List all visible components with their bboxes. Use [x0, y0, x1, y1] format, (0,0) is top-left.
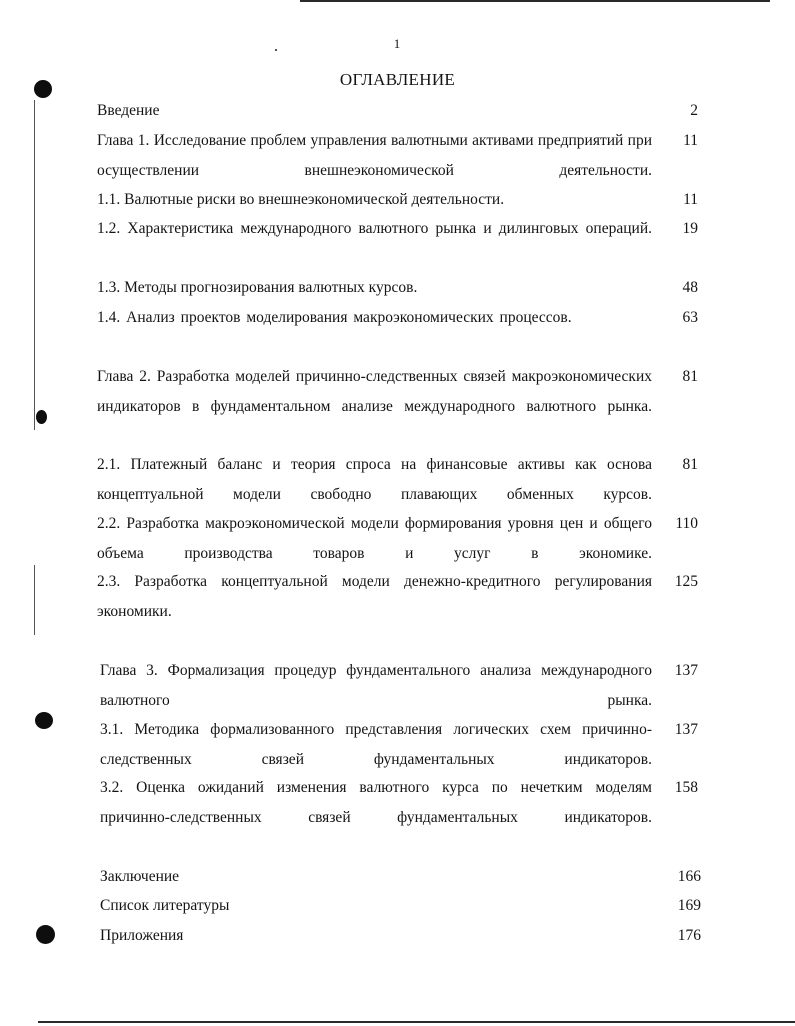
toc-entry-title: 1.4. Анализ проектов моделирования макроэкономических процессов. [97, 309, 572, 326]
toc-entry-page: 48 [682, 279, 698, 296]
toc-heading: ОГЛАВЛЕНИЕ [339, 70, 456, 89]
toc-entry-title: 1.1. Валютные риски во внешнеэкономической деятельности. [97, 191, 505, 208]
toc-entry-1-4 [97, 303, 698, 333]
toc-entry-title: 1.2. Характеристика международного валютного рынка и дилинговых операций. [97, 220, 652, 237]
toc-entry-page: 110 [675, 515, 698, 532]
toc-entry-title: Глава 2. Разработка моделей причинно-следственных связей макроэкономических индикаторов в фундаментальном анализе международного валютного рынка. [97, 368, 652, 415]
toc-entry-page: 81 [682, 456, 698, 473]
toc-entry-title: Введение [97, 102, 160, 119]
toc-entry-appendices [100, 921, 701, 951]
scan-top-border [300, 0, 770, 2]
toc-entry-page: 158 [674, 779, 698, 796]
scan-left-edge [34, 565, 35, 635]
toc-entry-page: 19 [682, 220, 698, 237]
binder-hole-mark [36, 925, 55, 944]
toc-entry-title: 2.2. Разработка макроэкономической модели формирования уровня цен и общего объема производства товаров и услуг в экономике. [97, 515, 652, 562]
toc-entry-title: 1.3. Методы прогнозирования валютных курсов. [97, 279, 418, 296]
toc-entry-2-1 [97, 450, 698, 509]
toc-entry-page: 11 [683, 132, 698, 149]
toc-entry-conclusion [100, 862, 701, 892]
toc-entry-chapter-1 [97, 126, 698, 185]
toc-entry-page: 169 [677, 897, 701, 914]
toc-entry-title: Приложения [100, 927, 184, 944]
toc-entry-page: 137 [674, 662, 698, 679]
toc-entry-page: 63 [682, 309, 698, 326]
toc-entry-page: 125 [674, 573, 698, 590]
toc-entry-page: 137 [674, 721, 698, 738]
binder-hole-mark [35, 712, 53, 729]
page-number: 1 [393, 36, 401, 51]
toc-entry-1-3 [97, 273, 698, 303]
toc-entry-2-2 [97, 509, 698, 568]
toc-entry-chapter-2 [97, 362, 698, 421]
toc-entry-title: 2.3. Разработка концептуальной модели денежно-кредитного регулирования экономики. [97, 573, 652, 620]
scan-bottom-border [38, 1021, 795, 1023]
toc-entry-3-2 [100, 773, 698, 832]
toc-entry-2-3 [97, 567, 698, 626]
toc-entry-1-2 [97, 214, 698, 244]
toc-entry-title: Глава 1. Исследование проблем управления валютными активами предприятий при осуществлении внешнеэкономической деятельности. [97, 132, 652, 179]
toc-entry-page: 166 [677, 868, 701, 885]
toc-entry-3-1 [100, 715, 698, 774]
binder-hole-mark [36, 410, 47, 424]
toc-entry-title: Заключение [100, 868, 180, 885]
toc-entry-page: 11 [683, 191, 698, 208]
toc-entry-title: Список литературы [100, 897, 230, 914]
toc-entry-page: 176 [677, 927, 701, 944]
toc-entry-references [100, 891, 701, 921]
toc-entry-title: 2.1. Платежный баланс и теория спроса на финансовые активы как основа концептуальной модели свободно плавающих обменных курсов. [97, 456, 652, 503]
toc-entry-1-1 [97, 185, 698, 215]
toc-entry-page: 2 [690, 102, 698, 119]
toc-entry-page: 81 [682, 368, 698, 385]
toc-entry-chapter-3 [100, 656, 698, 715]
toc-entry-title: Глава 3. Формализация процедур фундаментального анализа международного валютного рынка. [100, 662, 652, 709]
scan-left-edge [34, 100, 35, 430]
scan-speck [275, 49, 277, 51]
toc-entry-title: 3.2. Оценка ожиданий изменения валютного курса по нечетким моделям причинно-следственных связей фундаментальных индикаторов. [100, 779, 652, 826]
toc-entry-introduction [97, 96, 698, 126]
toc-entry-title: 3.1. Методика формализованного представления логических схем причинно-следственных связей фундаментальных индикаторов. [100, 721, 652, 768]
